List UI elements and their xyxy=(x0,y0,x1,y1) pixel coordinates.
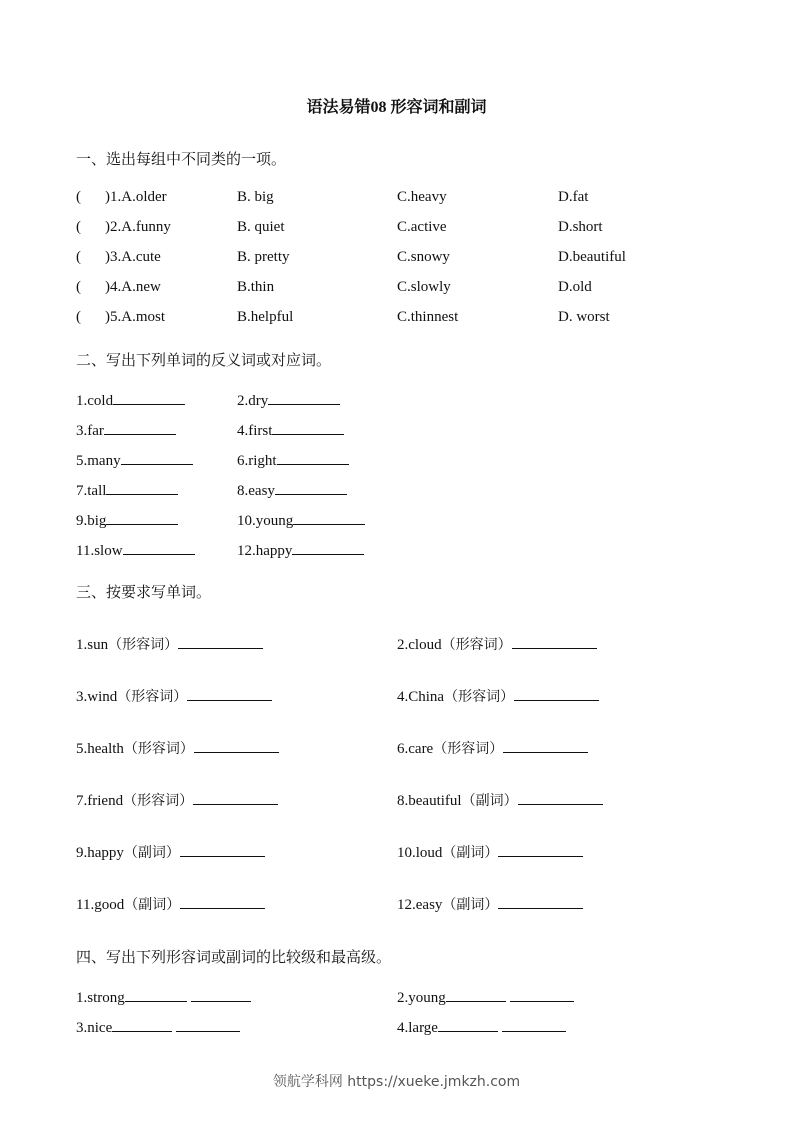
antonym-word: 8.easy xyxy=(237,483,275,499)
wordform-word: 3.wind xyxy=(76,689,118,705)
section4-heading: 四、写出下列形容词或副词的比较级和最高级。 xyxy=(76,948,392,966)
choice-b: B.helpful xyxy=(237,309,294,325)
choice-a: )3.A.cute xyxy=(105,249,161,265)
answer-paren: ( xyxy=(76,189,81,205)
choice-c: C.thinnest xyxy=(397,309,459,325)
wordform-word: 8.beautiful xyxy=(397,793,462,809)
wordform-tag: （形容词） xyxy=(108,637,179,653)
footer-watermark: 领航学科网 https://xueke.jmkzh.com xyxy=(272,1074,521,1090)
wordform-tag: （形容词） xyxy=(123,793,194,809)
choice-a: )5.A.most xyxy=(105,309,165,325)
comparison-word: 3.nice xyxy=(76,1020,113,1036)
wordform-tag: （形容词） xyxy=(117,689,188,705)
antonym-word: 1.cold xyxy=(76,393,114,409)
answer-blank[interactable] xyxy=(277,451,349,465)
answer-blank[interactable] xyxy=(187,687,272,701)
antonym-word: 3.far xyxy=(76,423,104,439)
answer-blank[interactable] xyxy=(498,843,583,857)
comparison-word: 2.young xyxy=(397,990,446,1006)
choice-c: C.slowly xyxy=(397,279,451,295)
antonym-word: 2.dry xyxy=(237,393,269,409)
wordform-word: 6.care xyxy=(397,741,434,757)
comparative-blank[interactable] xyxy=(125,988,187,1002)
section2-heading: 二、写出下列单词的反义词或对应词。 xyxy=(76,351,332,369)
superlative-blank[interactable] xyxy=(510,988,574,1002)
answer-blank[interactable] xyxy=(104,421,176,435)
choice-d: D.old xyxy=(558,279,592,295)
comparative-blank[interactable] xyxy=(112,1018,172,1032)
choice-b: B.thin xyxy=(237,279,275,295)
choice-d: D.fat xyxy=(558,189,589,205)
answer-paren: ( xyxy=(76,219,81,235)
answer-blank[interactable] xyxy=(512,635,597,649)
answer-blank[interactable] xyxy=(518,791,603,805)
answer-blank[interactable] xyxy=(121,451,193,465)
answer-paren: ( xyxy=(76,249,81,265)
antonym-word: 6.right xyxy=(237,453,277,469)
antonym-word: 10.young xyxy=(237,513,294,529)
choice-d: D.beautiful xyxy=(558,249,626,265)
wordform-tag: （形容词） xyxy=(444,689,515,705)
answer-blank[interactable] xyxy=(123,541,195,555)
answer-blank[interactable] xyxy=(106,481,178,495)
section1-heading: 一、选出每组中不同类的一项。 xyxy=(76,150,287,168)
wordform-word: 9.happy xyxy=(76,845,124,861)
antonym-word: 12.happy xyxy=(237,543,293,559)
answer-paren: ( xyxy=(76,309,81,325)
wordform-word: 1.sun xyxy=(76,637,109,653)
antonym-word: 11.slow xyxy=(76,543,123,559)
antonym-word: 7.tall xyxy=(76,483,107,499)
antonym-word: 5.many xyxy=(76,453,121,469)
answer-blank[interactable] xyxy=(193,791,278,805)
choice-b: B. big xyxy=(237,189,274,205)
choice-c: C.active xyxy=(397,219,447,235)
choice-a: )4.A.new xyxy=(105,279,161,295)
answer-blank[interactable] xyxy=(514,687,599,701)
answer-blank[interactable] xyxy=(194,739,279,753)
wordform-word: 11.good xyxy=(76,897,125,913)
comparative-blank[interactable] xyxy=(446,988,506,1002)
wordform-word: 10.loud xyxy=(397,845,443,861)
choice-d: D.short xyxy=(558,219,603,235)
wordform-word: 5.health xyxy=(76,741,124,757)
answer-blank[interactable] xyxy=(106,511,178,525)
answer-blank[interactable] xyxy=(292,541,364,555)
wordform-word: 2.cloud xyxy=(397,637,442,653)
answer-paren: ( xyxy=(76,279,81,295)
answer-blank[interactable] xyxy=(503,739,588,753)
choice-c: C.snowy xyxy=(397,249,450,265)
wordform-tag: （副词） xyxy=(442,845,499,861)
choice-d: D. worst xyxy=(558,309,610,325)
answer-blank[interactable] xyxy=(275,481,347,495)
answer-blank[interactable] xyxy=(113,391,185,405)
wordform-tag: （形容词） xyxy=(123,741,194,757)
wordform-tag: （副词） xyxy=(123,845,180,861)
choice-a: )1.A.older xyxy=(105,189,167,205)
choice-a: )2.A.funny xyxy=(105,219,171,235)
answer-blank[interactable] xyxy=(180,895,265,909)
wordform-word: 4.China xyxy=(397,689,445,705)
answer-blank[interactable] xyxy=(268,391,340,405)
choice-b: B. pretty xyxy=(237,249,290,265)
antonym-word: 4.first xyxy=(237,423,273,439)
superlative-blank[interactable] xyxy=(191,988,251,1002)
wordform-tag: （副词） xyxy=(442,897,499,913)
superlative-blank[interactable] xyxy=(176,1018,240,1032)
answer-blank[interactable] xyxy=(498,895,583,909)
answer-blank[interactable] xyxy=(272,421,344,435)
wordform-tag: （副词） xyxy=(461,793,518,809)
choice-c: C.heavy xyxy=(397,189,447,205)
wordform-tag: （形容词） xyxy=(441,637,512,653)
comparative-blank[interactable] xyxy=(438,1018,498,1032)
wordform-word: 7.friend xyxy=(76,793,124,809)
comparison-word: 4.large xyxy=(397,1020,438,1036)
antonym-word: 9.big xyxy=(76,513,107,529)
answer-blank[interactable] xyxy=(180,843,265,857)
comparison-word: 1.strong xyxy=(76,990,125,1006)
wordform-word: 12.easy xyxy=(397,897,443,913)
section3-heading: 三、按要求写单词。 xyxy=(76,583,212,601)
choice-b: B. quiet xyxy=(237,219,285,235)
wordform-tag: （形容词） xyxy=(433,741,504,757)
superlative-blank[interactable] xyxy=(502,1018,566,1032)
page-title: 语法易错08 形容词和副词 xyxy=(306,99,487,116)
wordform-tag: （副词） xyxy=(124,897,181,913)
answer-blank[interactable] xyxy=(178,635,263,649)
answer-blank[interactable] xyxy=(293,511,365,525)
